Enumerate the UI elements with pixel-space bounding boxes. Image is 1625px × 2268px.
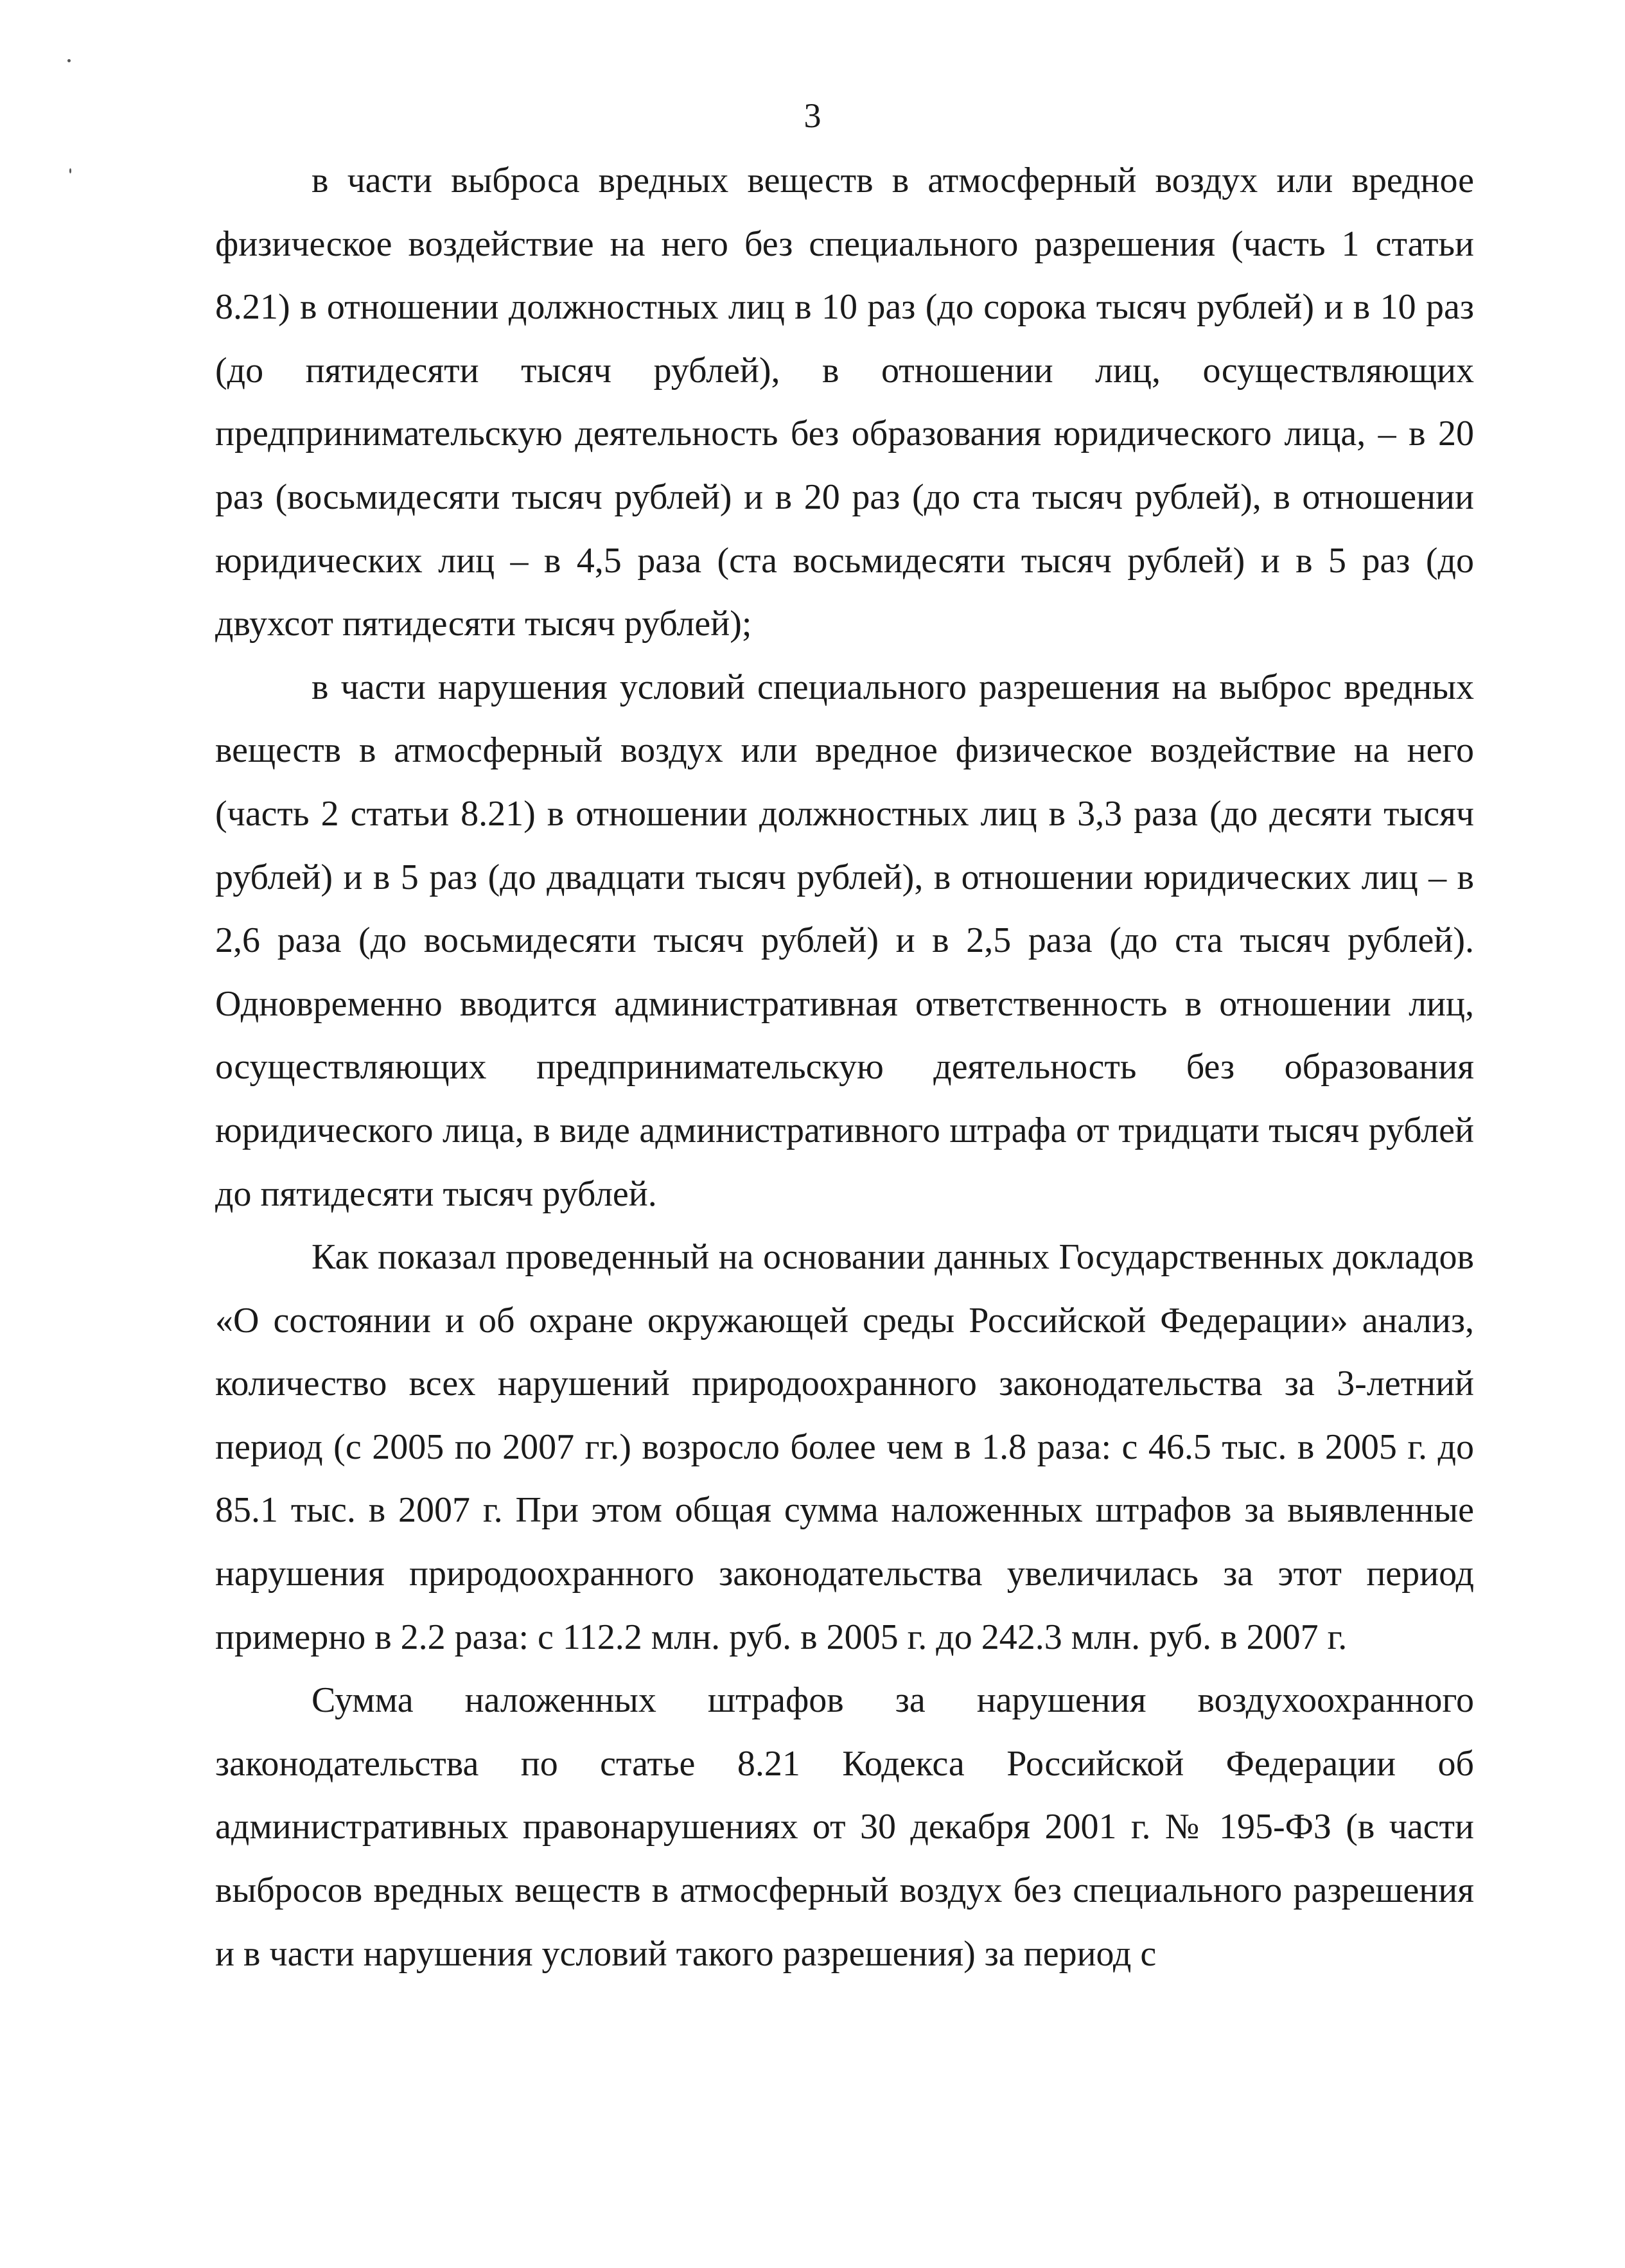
paragraph-permit-violations: в части нарушения условий специального разрешения на выброс вредных веществ в атмосферный воздух или вредное физическое воздействие на него (часть 2 статьи 8.21) в отношении должностных лиц в 3,3 раза (до десяти тысяч рублей) и в 5 раз (до двадцати тысяч рублей), в отношении юридических лиц – в 2,6 раза (до восьмидесяти тысяч рублей) и в 2,5 раза (до ста тысяч рублей). Одновременно вводится административная ответственность в отношении лиц, осуществляющих предпринимательскую деятельность без образования юридического лица, в виде административного штрафа от тридцати тысяч рублей до пятидесяти тысяч рублей.: [215, 667, 1474, 1214]
paragraph-air-protection-fines: Сумма наложенных штрафов за нарушения воздухоохранного законодательства по статье 8.21 Кодекса Российской Федерации об административных правонарушениях от 30 декабря 2001 г. № 195-ФЗ (в части выбросов вредных веществ в атмосферный воздух без специального разрешения и в части нарушения условий такого разрешения) за период с: [215, 1680, 1474, 1974]
page-number: 3: [804, 96, 821, 135]
paragraph-violation-statistics: Как показал проведенный на основании данных Государственных докладов «О состоянии и об охране окружающей среды Российской Федерации» анализ, количество всех нарушений природоохранного законодательства за 3-летний период (с 2005 по 2007 гг.) возросло более чем в 1.8 раза: с 46.5 тыс. в 2005 г. до 85.1 тыс. в 2007 г. При этом общая сумма наложенных штрафов за выявленные нарушения природоохранного законодательства увеличилась за этот период примерно в 2.2 раза: с 112.2 млн. руб. в 2005 г. до 242.3 млн. руб. в 2007 г.: [215, 1237, 1474, 1657]
scan-speck: [69, 168, 71, 173]
paragraph-emissions-without-permit: в части выброса вредных веществ в атмосферный воздух или вредное физическое воздействие на него без специального разрешения (часть 1 статьи 8.21) в отношении должностных лиц в 10 раз (до сорока тысяч рублей) и в 10 раз (до пятидесяти тысяч рублей), в отношении лиц, осуществляющих предпринимательскую деятельность без образования юридического лица, – в 20 раз (восьмидесяти тысяч рублей) и в 20 раз (до ста тысяч рублей), в отношении юридических лиц – в 4,5 раза (ста восьмидесяти тысяч рублей) и в 5 раз (до двухсот пятидесяти тысяч рублей);: [215, 161, 1474, 644]
document-body: [215, 149, 1474, 1985]
scan-speck: [67, 59, 71, 62]
